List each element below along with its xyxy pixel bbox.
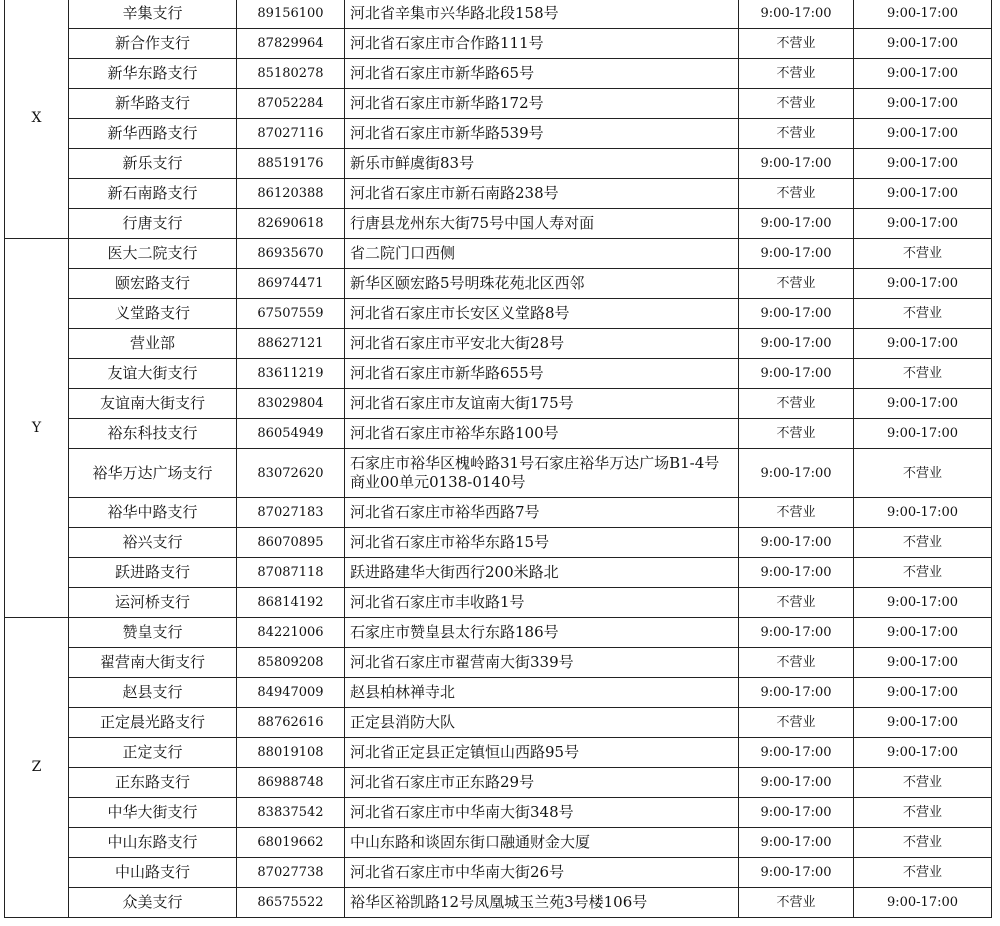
branch-name: 正定支行 [69,738,237,768]
weekday-hours: 不营业 [739,269,854,299]
weekday-hours: 9:00-17:00 [739,359,854,389]
branch-phone: 85809208 [237,648,345,678]
weekday-hours: 9:00-17:00 [739,149,854,179]
table-row [5,269,992,299]
table-row [5,708,992,738]
group-letter: X [5,0,69,239]
branch-name: 裕华万达广场支行 [69,449,237,498]
branch-phone: 82690618 [237,209,345,239]
branch-phone: 88762616 [237,708,345,738]
branch-address: 河北省石家庄市平安北大街28号 [345,329,739,359]
branch-phone: 68019662 [237,828,345,858]
branch-name: 赞皇支行 [69,618,237,648]
branch-phone: 87027183 [237,498,345,528]
branch-name: 营业部 [69,329,237,359]
weekend-hours: 9:00-17:00 [854,708,992,738]
branch-name: 新华西路支行 [69,119,237,149]
branch-name: 新乐支行 [69,149,237,179]
weekday-hours: 不营业 [739,389,854,419]
branch-address: 河北省石家庄市友谊南大街175号 [345,389,739,419]
branch-name: 中山东路支行 [69,828,237,858]
branch-name: 新华路支行 [69,89,237,119]
weekend-hours: 9:00-17:00 [854,59,992,89]
branch-phone: 83837542 [237,798,345,828]
branch-address: 行唐县龙州东大街75号中国人寿对面 [345,209,739,239]
weekday-hours: 9:00-17:00 [739,798,854,828]
branch-address: 赵县柏林禅寺北 [345,678,739,708]
table-row [5,359,992,389]
table-row [5,738,992,768]
branch-phone: 88519176 [237,149,345,179]
weekend-hours: 9:00-17:00 [854,588,992,618]
branch-name: 翟营南大街支行 [69,648,237,678]
branch-address: 河北省石家庄市丰收路1号 [345,588,739,618]
branch-address: 河北省石家庄市新石南路238号 [345,179,739,209]
weekend-hours: 不营业 [854,449,992,498]
branch-phone: 88627121 [237,329,345,359]
branch-address: 河北省石家庄市合作路111号 [345,29,739,59]
branch-name: 正东路支行 [69,768,237,798]
weekend-hours: 不营业 [854,528,992,558]
branch-address: 新华区颐宏路5号明珠花苑北区西邻 [345,269,739,299]
weekday-hours: 9:00-17:00 [739,738,854,768]
weekday-hours: 9:00-17:00 [739,768,854,798]
weekend-hours: 9:00-17:00 [854,738,992,768]
branch-address: 新乐市鲜虞街83号 [345,149,739,179]
table-row [5,389,992,419]
branch-phone: 86054949 [237,419,345,449]
weekday-hours: 不营业 [739,498,854,528]
weekday-hours: 9:00-17:00 [739,209,854,239]
branch-address: 中山东路和谈固东街口融通财金大厦 [345,828,739,858]
weekday-hours: 9:00-17:00 [739,299,854,329]
table-row [5,768,992,798]
branch-phone: 86575522 [237,888,345,918]
weekday-hours: 9:00-17:00 [739,678,854,708]
weekend-hours: 不营业 [854,768,992,798]
weekday-hours: 9:00-17:00 [739,329,854,359]
branch-address: 河北省石家庄市中华南大街348号 [345,798,739,828]
weekend-hours: 9:00-17:00 [854,209,992,239]
weekend-hours: 9:00-17:00 [854,888,992,918]
branch-phone: 86814192 [237,588,345,618]
weekend-hours: 9:00-17:00 [854,179,992,209]
branch-address: 河北省石家庄市新华路539号 [345,119,739,149]
group-letter: Y [5,239,69,618]
branch-name: 裕华中路支行 [69,498,237,528]
branch-name: 友谊南大街支行 [69,389,237,419]
table-row [5,149,992,179]
weekend-hours: 不营业 [854,359,992,389]
weekday-hours: 不营业 [739,588,854,618]
weekday-hours: 不营业 [739,59,854,89]
branch-name: 裕兴支行 [69,528,237,558]
branch-address: 河北省石家庄市裕华东路15号 [345,528,739,558]
branch-phone: 87087118 [237,558,345,588]
table-row [5,0,992,29]
branch-address: 河北省石家庄市长安区义堂路8号 [345,299,739,329]
weekday-hours: 不营业 [739,419,854,449]
branch-address: 河北省石家庄市裕华西路7号 [345,498,739,528]
weekday-hours: 9:00-17:00 [739,0,854,29]
branch-address: 河北省石家庄市中华南大街26号 [345,858,739,888]
branch-phone: 85180278 [237,59,345,89]
table-row [5,858,992,888]
branch-name: 友谊大街支行 [69,359,237,389]
branch-name: 颐宏路支行 [69,269,237,299]
weekend-hours: 不营业 [854,558,992,588]
table-row [5,648,992,678]
branch-phone: 87027738 [237,858,345,888]
branch-phone: 86988748 [237,768,345,798]
branch-name: 赵县支行 [69,678,237,708]
branch-name: 义堂路支行 [69,299,237,329]
branch-phone: 87052284 [237,89,345,119]
branch-phone: 86120388 [237,179,345,209]
table-row [5,239,992,269]
branch-name: 正定晨光路支行 [69,708,237,738]
branch-phone: 67507559 [237,299,345,329]
table-row [5,528,992,558]
table-row [5,89,992,119]
weekday-hours: 不营业 [739,888,854,918]
weekend-hours: 9:00-17:00 [854,419,992,449]
table-row [5,498,992,528]
branch-address: 河北省石家庄市新华路65号 [345,59,739,89]
weekend-hours: 9:00-17:00 [854,618,992,648]
branch-address: 河北省正定县正定镇恒山西路95号 [345,738,739,768]
weekday-hours: 不营业 [739,29,854,59]
weekday-hours: 9:00-17:00 [739,528,854,558]
table-row [5,449,992,498]
branch-table [4,0,992,918]
branch-name: 运河桥支行 [69,588,237,618]
branch-phone: 84221006 [237,618,345,648]
branch-address: 石家庄市裕华区槐岭路31号石家庄裕华万达广场B1-4号商业00单元0138-0140号 [345,449,739,498]
branch-phone: 86070895 [237,528,345,558]
branch-phone: 89156100 [237,0,345,29]
branch-phone: 83072620 [237,449,345,498]
branch-phone: 84947009 [237,678,345,708]
table-row [5,179,992,209]
branch-address: 省二院门口西侧 [345,239,739,269]
table-row [5,119,992,149]
branch-address: 河北省石家庄市裕华东路100号 [345,419,739,449]
branch-name: 医大二院支行 [69,239,237,269]
branch-name: 辛集支行 [69,0,237,29]
weekend-hours: 不营业 [854,299,992,329]
weekday-hours: 不营业 [739,119,854,149]
table-row [5,588,992,618]
branch-name: 中华大街支行 [69,798,237,828]
weekend-hours: 9:00-17:00 [854,89,992,119]
weekday-hours: 不营业 [739,89,854,119]
branch-phone: 86935670 [237,239,345,269]
weekend-hours: 不营业 [854,858,992,888]
branch-name: 裕东科技支行 [69,419,237,449]
weekend-hours: 9:00-17:00 [854,678,992,708]
branch-address: 正定县消防大队 [345,708,739,738]
branch-address: 河北省石家庄市正东路29号 [345,768,739,798]
table-row [5,329,992,359]
weekend-hours: 9:00-17:00 [854,389,992,419]
table-row [5,618,992,648]
branch-phone: 87027116 [237,119,345,149]
weekday-hours: 9:00-17:00 [739,618,854,648]
branch-phone: 83611219 [237,359,345,389]
table-row [5,209,992,239]
branch-name: 行唐支行 [69,209,237,239]
branch-name: 跃进路支行 [69,558,237,588]
weekday-hours: 不营业 [739,648,854,678]
table-row [5,828,992,858]
branch-phone: 87829964 [237,29,345,59]
table-row [5,29,992,59]
table-row [5,798,992,828]
weekday-hours: 9:00-17:00 [739,858,854,888]
branch-address: 河北省石家庄市翟营南大街339号 [345,648,739,678]
branch-address: 河北省石家庄市新华路655号 [345,359,739,389]
branch-address: 跃进路建华大街西行200米路北 [345,558,739,588]
table-row [5,59,992,89]
branch-table-body [5,0,992,918]
table-row [5,558,992,588]
branch-address: 石家庄市赞皇县太行东路186号 [345,618,739,648]
weekend-hours: 9:00-17:00 [854,149,992,179]
table-row [5,888,992,918]
weekend-hours: 9:00-17:00 [854,29,992,59]
weekend-hours: 不营业 [854,798,992,828]
branch-address: 河北省辛集市兴华路北段158号 [345,0,739,29]
group-letter: Z [5,618,69,918]
weekend-hours: 9:00-17:00 [854,329,992,359]
branch-name: 中山路支行 [69,858,237,888]
branch-address: 河北省石家庄市新华路172号 [345,89,739,119]
weekday-hours: 不营业 [739,708,854,738]
weekend-hours: 9:00-17:00 [854,0,992,29]
weekday-hours: 9:00-17:00 [739,558,854,588]
table-row [5,678,992,708]
weekend-hours: 9:00-17:00 [854,648,992,678]
weekend-hours: 9:00-17:00 [854,498,992,528]
table-row [5,299,992,329]
branch-phone: 86974471 [237,269,345,299]
branch-phone: 83029804 [237,389,345,419]
weekday-hours: 9:00-17:00 [739,239,854,269]
weekday-hours: 9:00-17:00 [739,449,854,498]
branch-name: 新华东路支行 [69,59,237,89]
branch-address: 裕华区裕凯路12号凤凰城玉兰苑3号楼106号 [345,888,739,918]
weekend-hours: 不营业 [854,828,992,858]
weekday-hours: 不营业 [739,179,854,209]
branch-name: 众美支行 [69,888,237,918]
branch-name: 新石南路支行 [69,179,237,209]
weekday-hours: 9:00-17:00 [739,828,854,858]
weekend-hours: 9:00-17:00 [854,119,992,149]
branch-phone: 88019108 [237,738,345,768]
branch-name: 新合作支行 [69,29,237,59]
table-row [5,419,992,449]
weekend-hours: 不营业 [854,239,992,269]
weekend-hours: 9:00-17:00 [854,269,992,299]
